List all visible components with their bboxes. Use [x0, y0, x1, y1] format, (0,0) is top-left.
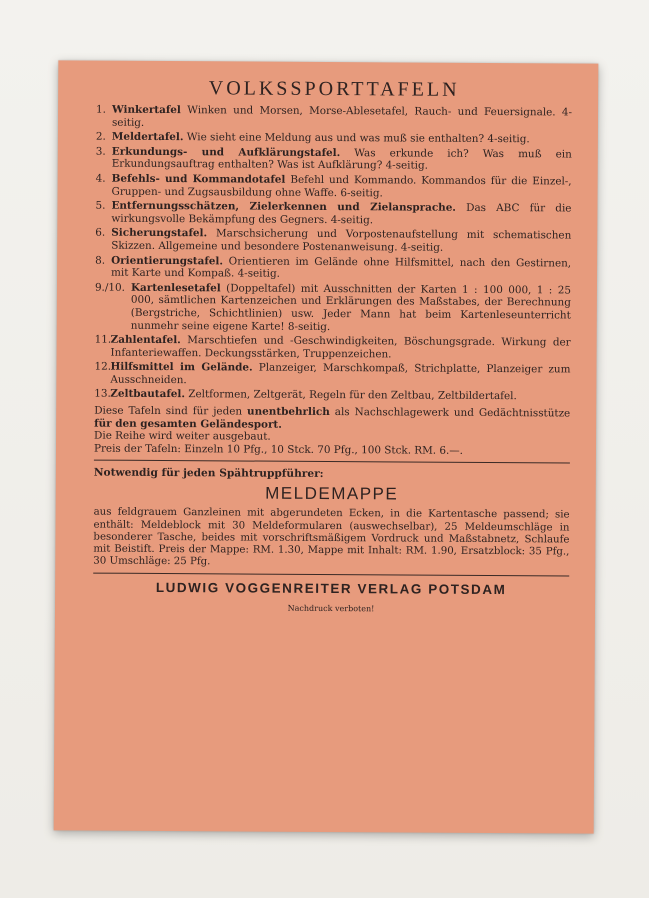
item-description: Planzeiger, Marschkompaß, Strichplatte, Planzeiger zum Ausschneiden. — [110, 361, 571, 387]
advert-heading: Notwendig für jeden Spähtruppführer: — [93, 467, 324, 481]
divider — [93, 573, 569, 577]
list-item — [95, 227, 571, 255]
list-item — [96, 131, 572, 147]
item-description: Das ABC für die wirkungsvolle Bekämpfung des Gegners. 4-seitig. — [111, 202, 572, 227]
item-name: Meldertafel. — [111, 130, 184, 144]
item-text — [110, 361, 570, 389]
item-text — [131, 282, 571, 335]
item-description: Marschtiefen und -Geschwindigkeiten, Böschungsgrade. Wirkung der Infanteriewaffen. Deckungsstärken, Truppenzeichen. — [110, 334, 571, 361]
item-description: Orientieren im Gelände ohne Hilfsmittel, nach den Gestirnen, mit Karte und Kompaß. 4-seitig. — [111, 254, 572, 280]
item-number: 2. — [95, 130, 106, 143]
list-item — [95, 334, 571, 362]
item-text — [111, 200, 571, 228]
note-emphasis: unentbehrlich — [247, 405, 330, 419]
item-name: Zeltbautafel. — [110, 388, 186, 401]
item-text — [112, 145, 572, 173]
item-name: Hilfsmittel im Gelände. — [110, 360, 253, 374]
usage-note — [94, 405, 570, 458]
item-description: Winken und Morsen, Morse-Ablesetafel, Rauch- und Feuersignale. 4-seitig. — [111, 104, 573, 129]
product-title: MELDEMAPPE — [265, 484, 399, 504]
item-description: Wie sieht eine Meldung aus und was muß sie enthalten? 4-seitig. — [186, 131, 530, 146]
list-item — [95, 200, 571, 228]
list-item — [96, 145, 572, 173]
item-name: Sicherungstafel. — [111, 227, 208, 240]
item-number: 8. — [95, 254, 106, 267]
list-item — [95, 254, 571, 282]
item-name: Kartenlesetafel — [130, 281, 221, 295]
item-description: Was erkunde ich? Was muß ein Erkundungsauftrag enthalten? Was ist Aufklärung? 4-seitig. — [111, 146, 572, 172]
item-number: 3. — [95, 145, 106, 158]
item-name: Orientierungstafel. — [111, 254, 224, 267]
item-number: 12. — [94, 360, 112, 373]
series-note: Die Reihe wird weiter ausgebaut. — [94, 429, 271, 443]
item-text — [111, 254, 571, 282]
item-name: Befehls- und Kommandotafel — [111, 172, 286, 186]
price-line: Preis der Tafeln: Einzeln 10 Pfg., 10 Stck. 70 Pfg., 100 Stck. RM. 6.—. — [93, 442, 464, 457]
list-item — [96, 104, 572, 132]
item-number: 6. — [95, 226, 106, 239]
list-item — [96, 173, 572, 201]
reprint-notice: Nachdruck verboten! — [287, 604, 375, 614]
item-description: Zeltformen, Zeltgerät, Regeln für den Zeltbau, Zeltbildertafel. — [188, 388, 517, 403]
item-text — [112, 104, 572, 132]
note-emphasis: für den gesamten Geländesport. — [94, 417, 282, 431]
item-number: 13. — [94, 388, 111, 401]
item-description: Befehl und Kommando. Kommandos für die Einzel-, Gruppen- und Zugsausbildung ohne Waffe. 6-seitig. — [111, 173, 572, 199]
tafel-list — [94, 104, 572, 404]
note-text: Diese Tafeln sind für jeden — [94, 404, 248, 418]
item-text — [111, 227, 571, 255]
divider — [94, 460, 570, 464]
product-description: aus feldgrauem Ganzleinen mit abgerundeten Ecken, in die Kartentasche passend; sie enthält: Meldeblock mit 30 Meldeformularen (auswechselbar), 25 Meldeumschläge in besonderer Tasche, beides mit vorschriftsmäßigem Vordruck und Maßstabnetz, Schlaufe mit Beistift. Preis der Mappe: RM. 1.30, Mappe mit Inhalt: RM. 1.90, Ersatzblock: 35 Pfg., 30 Umschläge: 25 Pfg. — [93, 507, 570, 568]
item-text — [110, 388, 570, 403]
item-number: 4. — [95, 172, 106, 185]
item-text — [112, 173, 572, 201]
item-description: (Doppeltafel) mit Ausschnitten der Karten 1 : 100 000, 1 : 25 000, sämtlichen Kartenzeichen und Erklärungen des Maßstabes, der Berechnung (Bergstriche, Schichtlinien) usw. Jeder Mann hat beim Kartenleseunterricht nunmehr seine eigene Karte! 8-seitig. — [130, 282, 571, 333]
item-number: 1. — [96, 103, 107, 116]
item-name: Entfernungsschätzen, Zielerkennen und Zielansprache. — [111, 199, 456, 214]
publisher-name: LUDWIG VOGGENREITER VERLAG POTSDAM — [155, 580, 507, 598]
item-description: Marschsicherung und Vorpostenaufstellung mit schematischen Skizzen. Allgemeine und besondere Postenanweisung. 4-seitig. — [111, 227, 572, 254]
item-text — [112, 131, 572, 146]
item-text — [111, 334, 571, 362]
item-name: Erkundungs- und Aufklärungstafel. — [111, 145, 341, 159]
item-name: Winkertafel — [112, 103, 181, 117]
list-item — [94, 361, 570, 389]
note-text: als Nachschlagewerk und Gedächtnisstütze — [329, 406, 571, 420]
item-number: 5. — [95, 199, 106, 212]
item-name: Zahlentafel. — [110, 333, 181, 347]
page-title: VOLKSSPORTTAFELN — [208, 77, 460, 101]
item-number: 9./10. — [94, 281, 125, 294]
list-item — [95, 281, 571, 334]
item-number: 11. — [94, 333, 112, 346]
pamphlet-card — [54, 60, 599, 833]
list-item — [94, 388, 570, 404]
